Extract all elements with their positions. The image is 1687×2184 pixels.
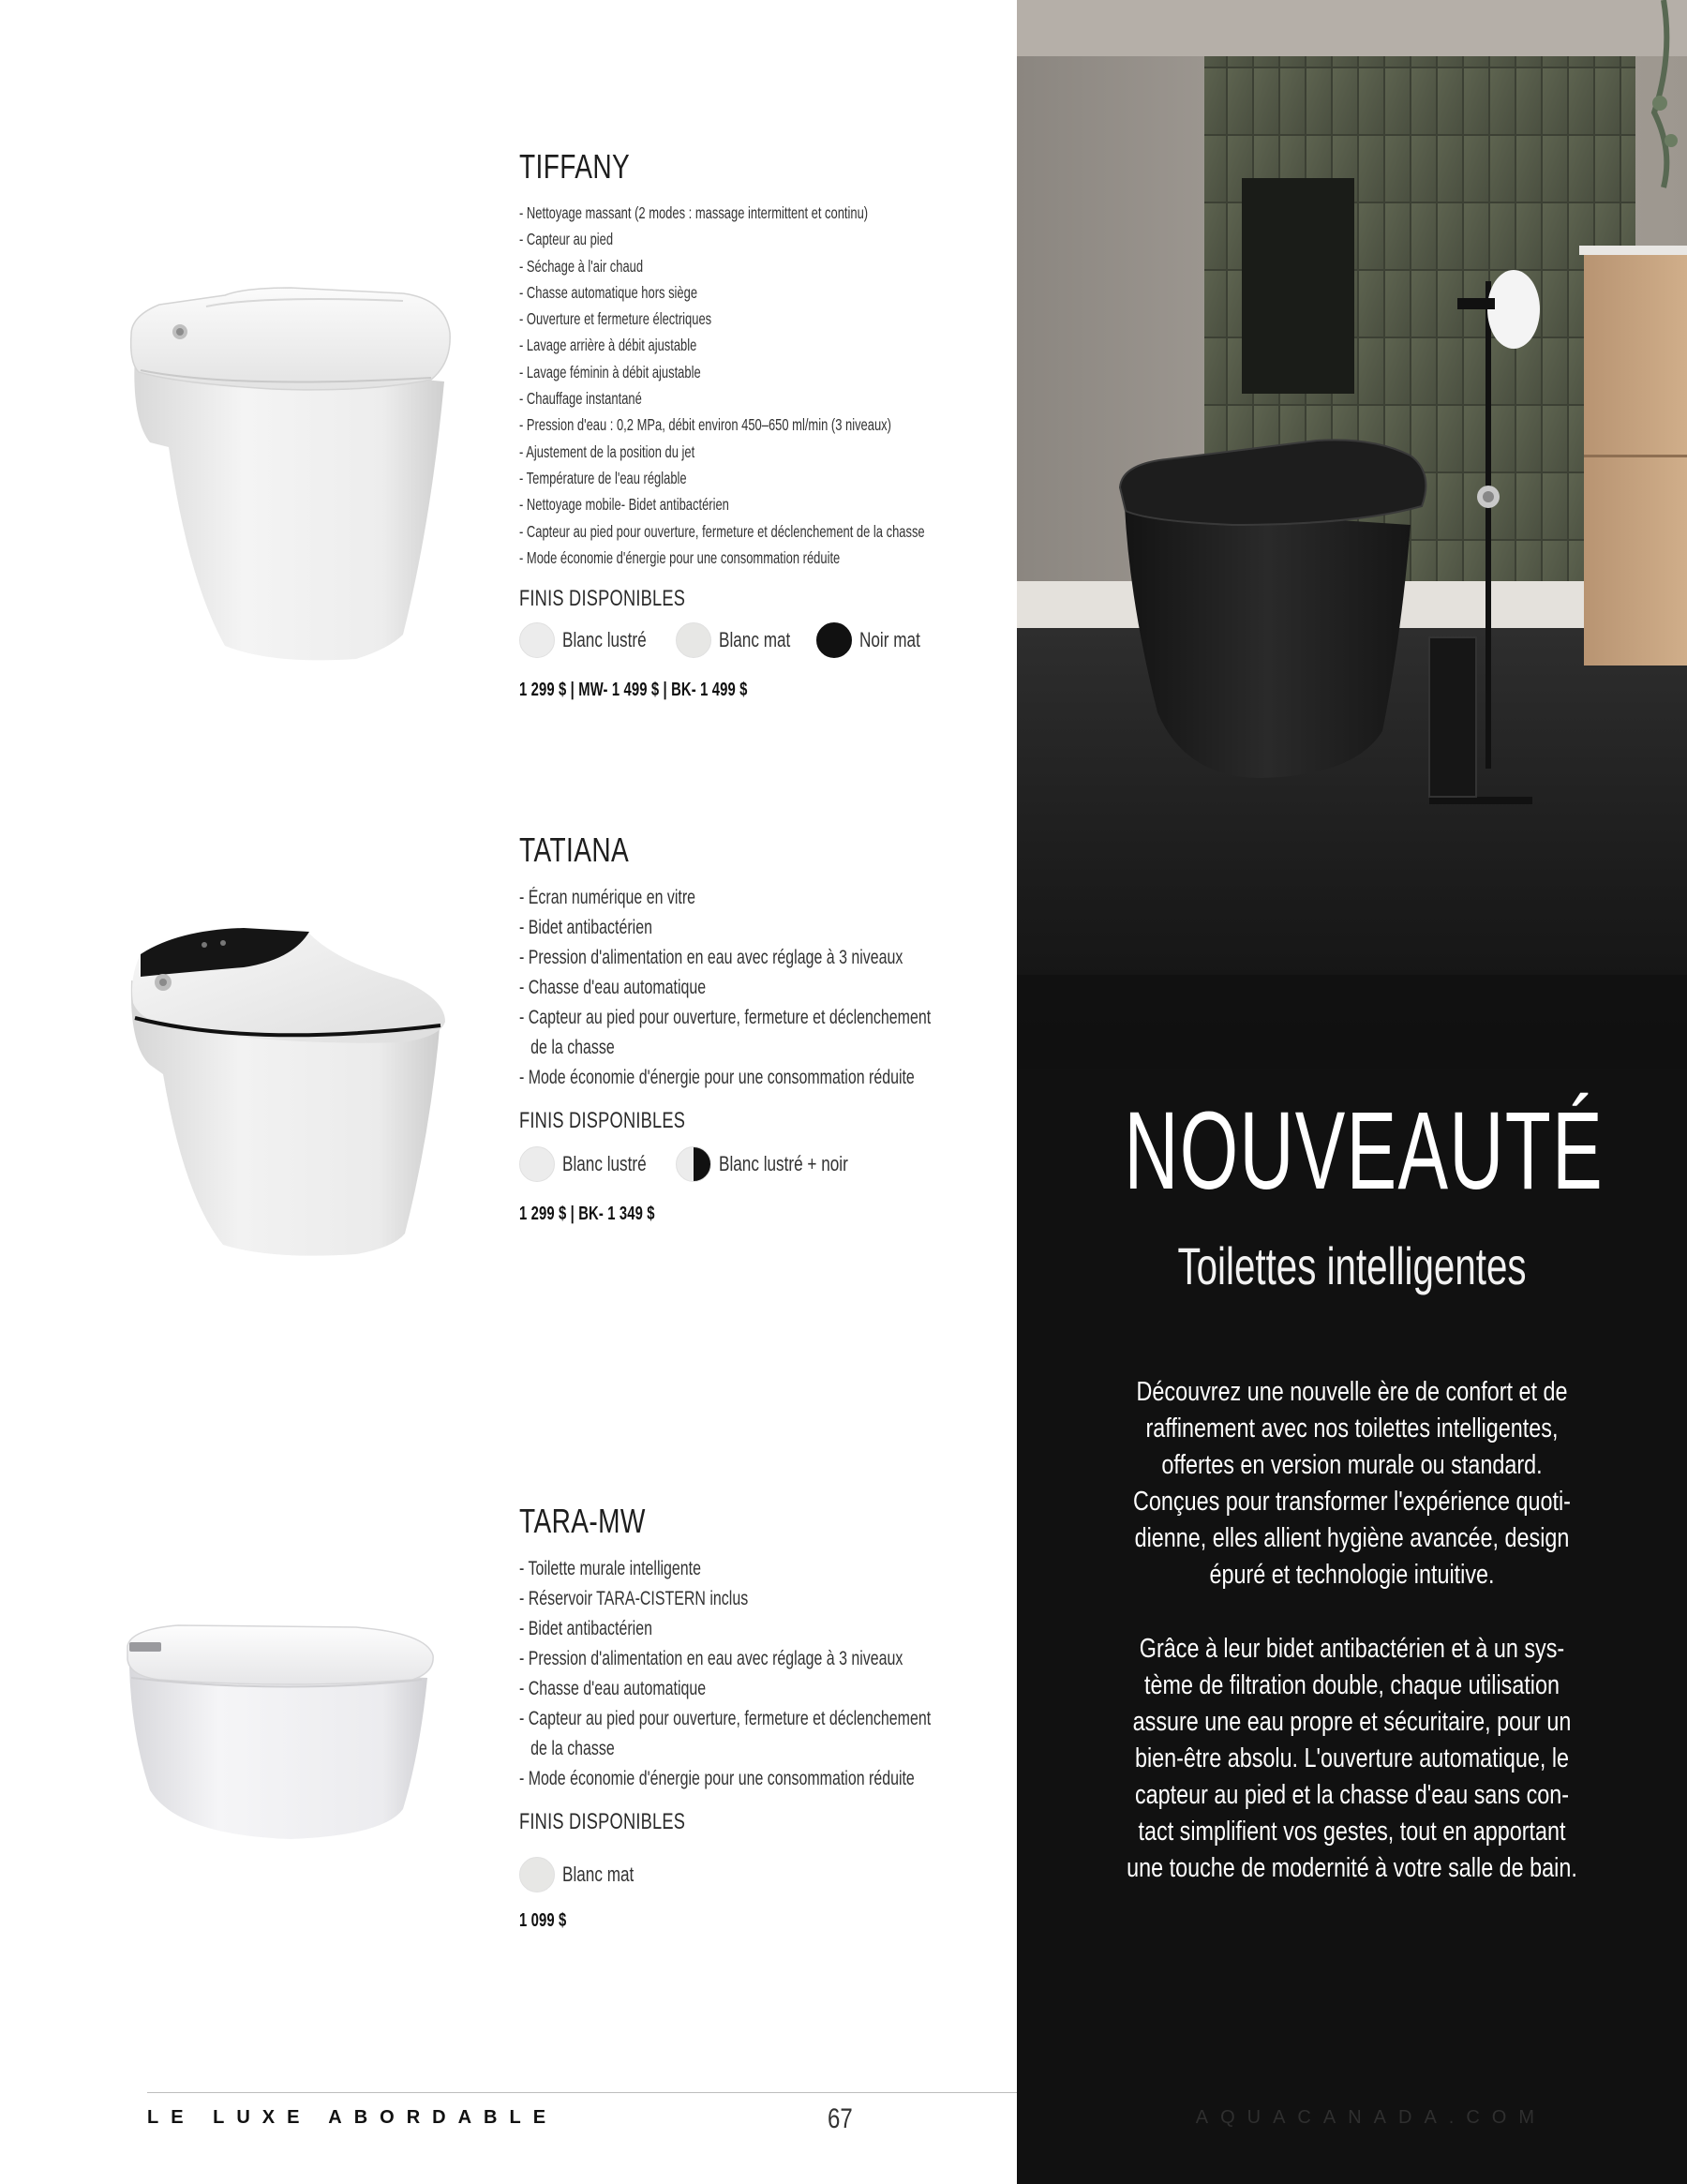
product-name: TATIANA	[519, 830, 630, 869]
feature-item: - Séchage à l'air chaud	[519, 256, 644, 276]
finish-swatches	[519, 1854, 1007, 1895]
panel-paragraph-2	[1017, 1631, 1687, 1887]
feature-item: - Chasse d'eau automatique	[519, 977, 707, 998]
finish-blanc-lustre-noir: Blanc lustré + noir	[676, 1146, 885, 1182]
finishes-title: FINIS DISPONIBLES	[519, 586, 686, 612]
product-name: TIFFANY	[519, 147, 631, 186]
feature-item: - Nettoyage mobile- Bidet antibactérien	[519, 495, 729, 515]
finish-blanc-lustre: Blanc lustré	[519, 622, 670, 658]
finish-swatches	[519, 1144, 1007, 1185]
product-photo-tara-mw	[122, 1622, 440, 1847]
swatch-gloss-white-icon	[519, 622, 555, 658]
feature-item: - Mode économie d'énergie pour une consommation réduite	[519, 1768, 915, 1789]
swatch-matte-black-icon	[816, 622, 852, 658]
product-photo-tiffany	[122, 278, 459, 672]
feature-list	[519, 883, 1007, 1093]
feature-item: - Lavage féminin à débit ajustable	[519, 362, 701, 381]
swatch-matte-white-icon	[676, 622, 711, 658]
panel-paragraph-1	[1017, 1374, 1687, 1593]
feature-item: - Chauffage instantané	[519, 389, 642, 409]
paragraph-line: offertes en version murale ou standard.	[1161, 1450, 1543, 1480]
product-info	[519, 830, 1007, 1225]
finish-blanc-mat: Blanc mat	[676, 622, 811, 658]
paragraph-line: tact simplifient vos gestes, tout en apportant	[1138, 1817, 1566, 1847]
paragraph-line: dienne, elles allient hygiène avancée, design	[1134, 1523, 1570, 1553]
feature-list	[519, 1554, 1007, 1794]
finish-swatches	[519, 620, 1007, 661]
feature-item: - Capteur au pied pour ouverture, fermeture et déclenchement	[519, 1007, 932, 1028]
feature-item: - Pression d'alimentation en eau avec réglage à 3 niveaux	[519, 947, 903, 968]
paragraph-line: épuré et technologie intuitive.	[1209, 1560, 1495, 1590]
feature-item: - Mode économie d'énergie pour une consommation réduite	[519, 547, 841, 567]
feature-item: - Capteur au pied	[519, 230, 614, 249]
feature-list	[519, 200, 1007, 571]
paragraph-line: Conçues pour transformer l'expérience quoti-	[1133, 1487, 1571, 1517]
panel-subhead: Toilettes intelligentes	[1177, 1236, 1527, 1295]
product-info	[519, 1502, 1007, 1932]
product-price: 1 299 $ | MW- 1 499 $ | BK- 1 499 $	[519, 680, 748, 701]
swatch-matte-white-icon	[519, 1857, 555, 1892]
product-name: TARA-MW	[519, 1502, 646, 1540]
finishes-title: FINIS DISPONIBLES	[519, 1809, 686, 1834]
product-price: 1 099 $	[519, 1910, 567, 1931]
finishes-title: FINIS DISPONIBLES	[519, 1108, 686, 1133]
feature-item: de la chasse	[530, 1037, 615, 1058]
feature-item: - Bidet antibactérien	[519, 1618, 652, 1639]
feature-item: - Mode économie d'énergie pour une consommation réduite	[519, 1067, 915, 1088]
panel-headline: NOUVEAUTÉ	[1124, 1089, 1604, 1213]
finish-blanc-lustre: Blanc lustré	[519, 1146, 670, 1182]
feature-item: - Pression d'alimentation en eau avec réglage à 3 niveaux	[519, 1648, 903, 1669]
product-photo-tatiana	[122, 924, 459, 1271]
feature-item: - Réservoir TARA-CISTERN inclus	[519, 1588, 749, 1609]
finish-noir-mat: Noir mat	[816, 622, 937, 658]
paragraph-line: Grâce à leur bidet antibactérien et à un sys-	[1139, 1634, 1565, 1664]
product-price: 1 299 $ | BK- 1 349 $	[519, 1204, 655, 1224]
feature-item: - Pression d'eau : 0,2 MPa, débit environ 450–650 ml/min (3 niveaux)	[519, 415, 891, 435]
feature-item: - Écran numérique en vitre	[519, 887, 696, 908]
finish-blanc-mat: Blanc mat	[519, 1857, 654, 1892]
product-info	[519, 147, 1007, 701]
feature-item: - Nettoyage massant (2 modes : massage intermittent et continu)	[519, 203, 869, 222]
paragraph-line: tème de filtration double, chaque utilisation	[1143, 1670, 1560, 1700]
feature-item: - Ouverture et fermeture électriques	[519, 309, 712, 329]
feature-item: - Bidet antibactérien	[519, 917, 652, 938]
swatch-gloss-white-icon	[519, 1146, 555, 1182]
paragraph-line: assure une eau propre et sécuritaire, pour un	[1132, 1707, 1572, 1737]
feature-item: - Capteur au pied pour ouverture, fermeture et déclenchement de la chasse	[519, 521, 925, 541]
promo-panel	[1017, 0, 1687, 2184]
paragraph-line: Découvrez une nouvelle ère de confort et de	[1136, 1377, 1568, 1407]
feature-item: - Ajustement de la position du jet	[519, 441, 695, 461]
swatch-white-black-icon	[676, 1146, 711, 1182]
feature-item: - Chasse d'eau automatique	[519, 1678, 707, 1699]
feature-item: - Toilette murale intelligente	[519, 1558, 702, 1579]
feature-item: - Capteur au pied pour ouverture, fermeture et déclenchement	[519, 1708, 932, 1729]
footer-website: AQUACANADA.COM	[1195, 2107, 1546, 2128]
hero-photo-bathroom	[1017, 0, 1687, 1069]
paragraph-line: raffinement avec nos toilettes intelligentes,	[1145, 1414, 1559, 1444]
feature-item: - Chasse automatique hors siège	[519, 282, 698, 302]
feature-item: - Lavage arrière à débit ajustable	[519, 336, 697, 355]
paragraph-line: capteur au pied et la chasse d'eau sans con-	[1134, 1780, 1570, 1810]
paragraph-line: bien-être absolu. L'ouverture automatique, le	[1134, 1743, 1570, 1773]
page-number: 67	[828, 2103, 853, 2134]
paragraph-line: une touche de modernité à votre salle de bain.	[1127, 1853, 1577, 1883]
feature-item: - Température de l'eau réglable	[519, 468, 687, 487]
footer-tagline: LE LUXE ABORDABLE	[147, 2107, 559, 2128]
feature-item: de la chasse	[530, 1738, 615, 1759]
